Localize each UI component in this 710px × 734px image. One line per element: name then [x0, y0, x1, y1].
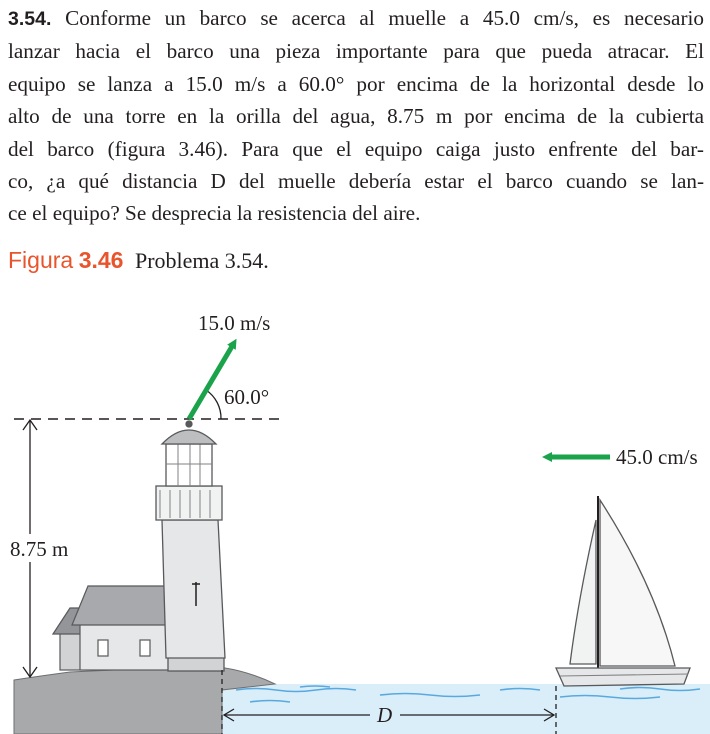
problem-line-4: alto de una torre en la orilla del agua, 8.75 m por encima de la cubierta — [8, 104, 704, 129]
launch-speed-label: 15.0 m/s — [198, 311, 271, 335]
figure-title: Problema 3.54. — [134, 248, 269, 273]
keeper-house — [53, 586, 182, 670]
problem-line-3: equipo se lanza a 15.0 m/s a 60.0° por encima de la horizontal desde lo — [8, 71, 704, 96]
problem-line-7: ce el equipo? Se desprecia la resistencia del aire. — [8, 201, 421, 226]
problem-line-6: co, ¿a qué distancia D del muelle debería estar el barco cuando se lan- — [8, 169, 704, 194]
problem-line-1: 3.54. Conforme un barco se acerca al muelle a 45.0 cm/s, es necesario — [8, 6, 704, 30]
problem-number: 3.54. — [8, 8, 52, 30]
lighthouse — [156, 421, 225, 671]
figure-number: 3.46 — [78, 247, 124, 273]
height-label: 8.75 m — [10, 537, 69, 561]
distance-label: D — [377, 703, 393, 727]
problem-line-5: del barco (figura 3.46). Para que el equipo caiga justo enfrente del bar- — [8, 136, 704, 161]
problem-line-2: lanzar hacia el barco una pieza importante para que pueda atracar. El — [8, 39, 704, 64]
sailboat — [556, 496, 690, 686]
figure-label: Figura — [8, 247, 74, 273]
launch-angle-arc — [206, 390, 221, 419]
launch-angle-label: 60.0° — [224, 385, 270, 409]
boat-speed-label: 45.0 cm/s — [616, 445, 698, 469]
